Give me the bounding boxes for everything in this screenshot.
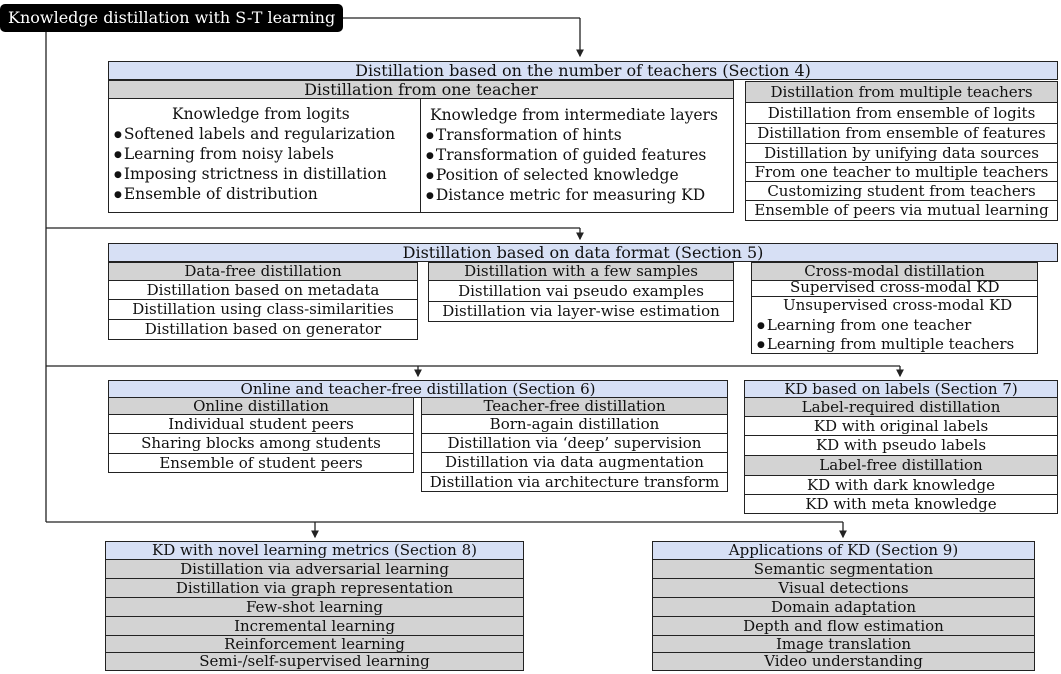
section4-header: Distillation based on the number of teachers (Section 4) xyxy=(108,61,1058,80)
label-required-header: Label-required distillation xyxy=(744,398,1058,417)
multi-teacher-item: Distillation from ensemble of features xyxy=(745,124,1058,144)
cross-modal-item: Supervised cross-modal KD xyxy=(790,278,1000,296)
intermediate-item: ● Position of selected knowledge xyxy=(426,166,679,184)
multi-teacher-header: Distillation from multiple teachers xyxy=(745,81,1058,103)
teacher-free-item: Distillation via ‘deep’ supervision xyxy=(421,434,728,453)
online-header: Online distillation xyxy=(108,397,414,415)
logits-item: ● Learning from noisy labels xyxy=(114,145,334,163)
few-samples-item: Distillation via layer-wise estimation xyxy=(428,302,734,322)
section8-item: Semi-/self-supervised learning xyxy=(105,653,524,671)
teacher-free-header: Teacher-free distillation xyxy=(421,397,728,415)
cross-modal-bullet: ● Learning from multiple teachers xyxy=(757,335,1014,353)
online-item: Individual student peers xyxy=(108,415,414,434)
intermediate-item: ● Transformation of guided features xyxy=(426,146,706,164)
section9-item: Video understanding xyxy=(652,653,1035,671)
section8-header: KD with novel learning metrics (Section 8) xyxy=(105,541,524,560)
label-required-item: KD with pseudo labels xyxy=(744,436,1058,456)
online-item: Sharing blocks among students xyxy=(108,434,414,454)
label-free-item: KD with meta knowledge xyxy=(744,495,1058,514)
data-free-item: Distillation using class-similarities xyxy=(108,300,418,320)
few-samples-header: Distillation with a few samples xyxy=(428,262,734,281)
logits-item: ● Softened labels and regularization xyxy=(114,125,395,143)
section8-item: Distillation via graph representation xyxy=(105,579,524,598)
label-free-header: Label-free distillation xyxy=(744,456,1058,476)
few-samples-item: Distillation vai pseudo examples xyxy=(428,281,734,302)
section8-item: Few-shot learning xyxy=(105,598,524,617)
section9-item: Domain adaptation xyxy=(652,598,1035,617)
teacher-free-item: Distillation via data augmentation xyxy=(421,453,728,473)
section8-item: Distillation via adversarial learning xyxy=(105,560,524,579)
one-teacher-divider xyxy=(420,98,421,213)
section7-header: KD based on labels (Section 7) xyxy=(744,380,1058,398)
online-item: Ensemble of student peers xyxy=(108,454,414,473)
section6-header: Online and teacher-free distillation (Section 6) xyxy=(108,380,728,398)
data-free-header: Data-free distillation xyxy=(108,262,418,281)
cross-modal-header: Cross-modal distillation xyxy=(751,262,1038,281)
section9-item: Semantic segmentation xyxy=(652,560,1035,579)
label-required-item: KD with original labels xyxy=(744,417,1058,436)
section5-header: Distillation based on data format (Section 5) xyxy=(108,243,1058,262)
multi-teacher-item: From one teacher to multiple teachers xyxy=(745,163,1058,182)
root-node: Knowledge distillation with S-T learning xyxy=(0,4,343,32)
data-free-item: Distillation based on generator xyxy=(108,320,418,340)
logits-item: ● Imposing strictness in distillation xyxy=(114,165,387,183)
intermediate-item: ● Distance metric for measuring KD xyxy=(426,186,705,204)
data-free-item: Distillation based on metadata xyxy=(108,281,418,300)
section8-item: Reinforcement learning xyxy=(105,636,524,653)
section9-item: Visual detections xyxy=(652,579,1035,598)
section9-item: Image translation xyxy=(652,636,1035,653)
label-free-item: KD with dark knowledge xyxy=(744,476,1058,495)
teacher-free-item: Born-again distillation xyxy=(421,415,728,434)
multi-teacher-item: Distillation by unifying data sources xyxy=(745,144,1058,163)
section9-item: Depth and flow estimation xyxy=(652,617,1035,636)
intermediate-item: ● Transformation of hints xyxy=(426,126,622,144)
multi-teacher-item: Ensemble of peers via mutual learning xyxy=(745,201,1058,221)
logits-heading: Knowledge from logits xyxy=(172,105,350,123)
logits-item: ● Ensemble of distribution xyxy=(114,185,318,203)
cross-modal-item: Unsupervised cross-modal KD xyxy=(783,296,1013,314)
intermediate-heading: Knowledge from intermediate layers xyxy=(430,106,718,124)
one-teacher-header: Distillation from one teacher xyxy=(108,80,734,99)
section9-header: Applications of KD (Section 9) xyxy=(652,541,1035,560)
cross-modal-bullet: ● Learning from one teacher xyxy=(757,316,971,334)
section8-item: Incremental learning xyxy=(105,617,524,636)
multi-teacher-item: Distillation from ensemble of logits xyxy=(745,103,1058,124)
teacher-free-item: Distillation via architecture transform xyxy=(421,473,728,492)
multi-teacher-item: Customizing student from teachers xyxy=(745,182,1058,201)
